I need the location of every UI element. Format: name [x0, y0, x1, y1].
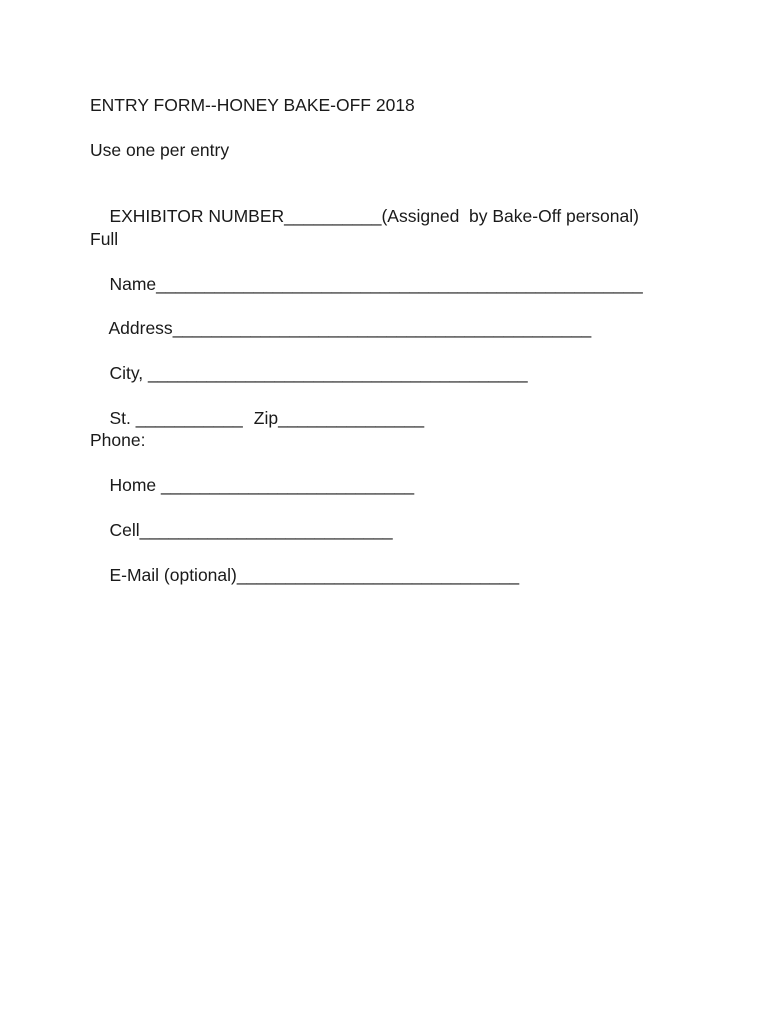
email-row — [90, 542, 519, 608]
instruction-text: Use one per entry — [90, 140, 230, 160]
full-name-label: Name — [109, 274, 157, 294]
zip-label: Zip — [253, 408, 279, 428]
email-label: E-Mail (optional) — [109, 565, 237, 585]
exhibitor-number-label: EXHIBITOR NUMBER — [109, 206, 285, 226]
city-label: City, — [109, 363, 149, 383]
zip-field[interactable]: _______________ — [278, 408, 425, 428]
full-name-label-line1: Full — [90, 229, 119, 249]
address-label: Address — [108, 318, 173, 338]
home-phone-field[interactable]: __________________________ — [161, 475, 415, 495]
cell-phone-label: Cell — [109, 520, 140, 540]
home-phone-label: Home — [109, 475, 161, 495]
address-field[interactable]: ___________________________________________ — [172, 318, 592, 338]
cell-phone-field[interactable]: __________________________ — [139, 520, 393, 540]
exhibitor-number-note: (Assigned by Bake-Off personal) — [381, 206, 639, 226]
phone-label: Phone: — [90, 430, 146, 450]
form-title: ENTRY FORM--HONEY BAKE-OFF 2018 — [90, 95, 415, 115]
full-name-field[interactable]: __________________________________________________ — [156, 274, 643, 294]
exhibitor-number-row — [90, 183, 639, 249]
state-label: St. — [109, 408, 136, 428]
email-field[interactable]: _____________________________ — [236, 565, 520, 585]
state-field[interactable]: ___________ — [135, 408, 243, 428]
exhibitor-number-field[interactable]: __________ — [284, 206, 382, 226]
city-field[interactable]: _______________________________________ — [148, 363, 528, 383]
